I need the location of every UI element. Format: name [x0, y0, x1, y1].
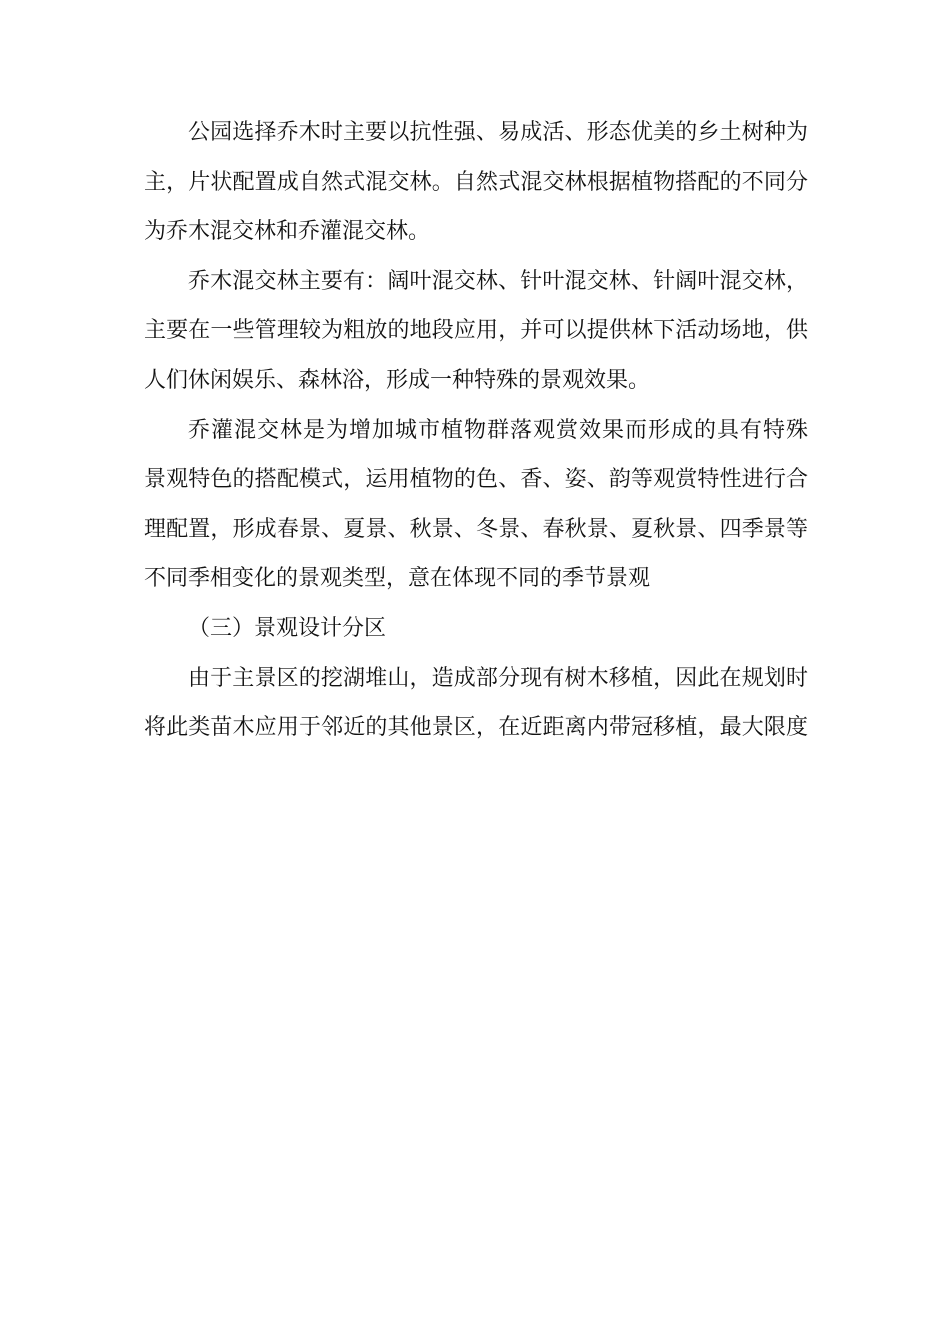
document-body — [144, 108, 808, 753]
text-line: 人们休闲娱乐、森林浴，形成一种特殊的景观效果。 — [144, 367, 651, 393]
text-line: 公园选择乔木时主要以抗性强、易成活、形态优美的乡土树种为 — [188, 120, 808, 145]
text-line: 不同季相变化的景观类型，意在体现不同的季节景观 — [144, 566, 651, 592]
paragraph-tree-selection — [144, 108, 808, 257]
text-line: 乔灌混交林是为增加城市植物群落观赏效果而形成的具有特殊 — [188, 417, 808, 443]
text-line: 主要在一些管理较为粗放的地段应用，并可以提供林下活动场地，供 — [144, 318, 808, 344]
paragraph-arbor-mixed-forest — [144, 257, 808, 406]
section-heading: （三）景观设计分区 — [188, 615, 387, 641]
text-line: 景观特色的搭配模式，运用植物的色、香、姿、韵等观赏特性进行合 — [144, 467, 808, 493]
text-line: 乔木混交林主要有：阔叶混交林、针叶混交林、针阔叶混交林， — [188, 268, 808, 294]
text-line: 主，片状配置成自然式混交林。自然式混交林根据植物搭配的不同分 — [144, 169, 808, 195]
text-line: 将此类苗木应用于邻近的其他景区，在近距离内带冠移植，最大限度 — [144, 715, 808, 741]
paragraph-arbor-shrub-mixed-forest — [144, 406, 808, 604]
text-line: 由于主景区的挖湖堆山，造成部分现有树木移植，因此在规划时 — [188, 665, 808, 691]
text-line: 理配置，形成春景、夏景、秋景、冬景、春秋景、夏秋景、四季景等 — [144, 516, 808, 542]
text-line: 为乔木混交林和乔灌混交林。 — [144, 219, 431, 245]
paragraph-transplant — [144, 654, 808, 753]
